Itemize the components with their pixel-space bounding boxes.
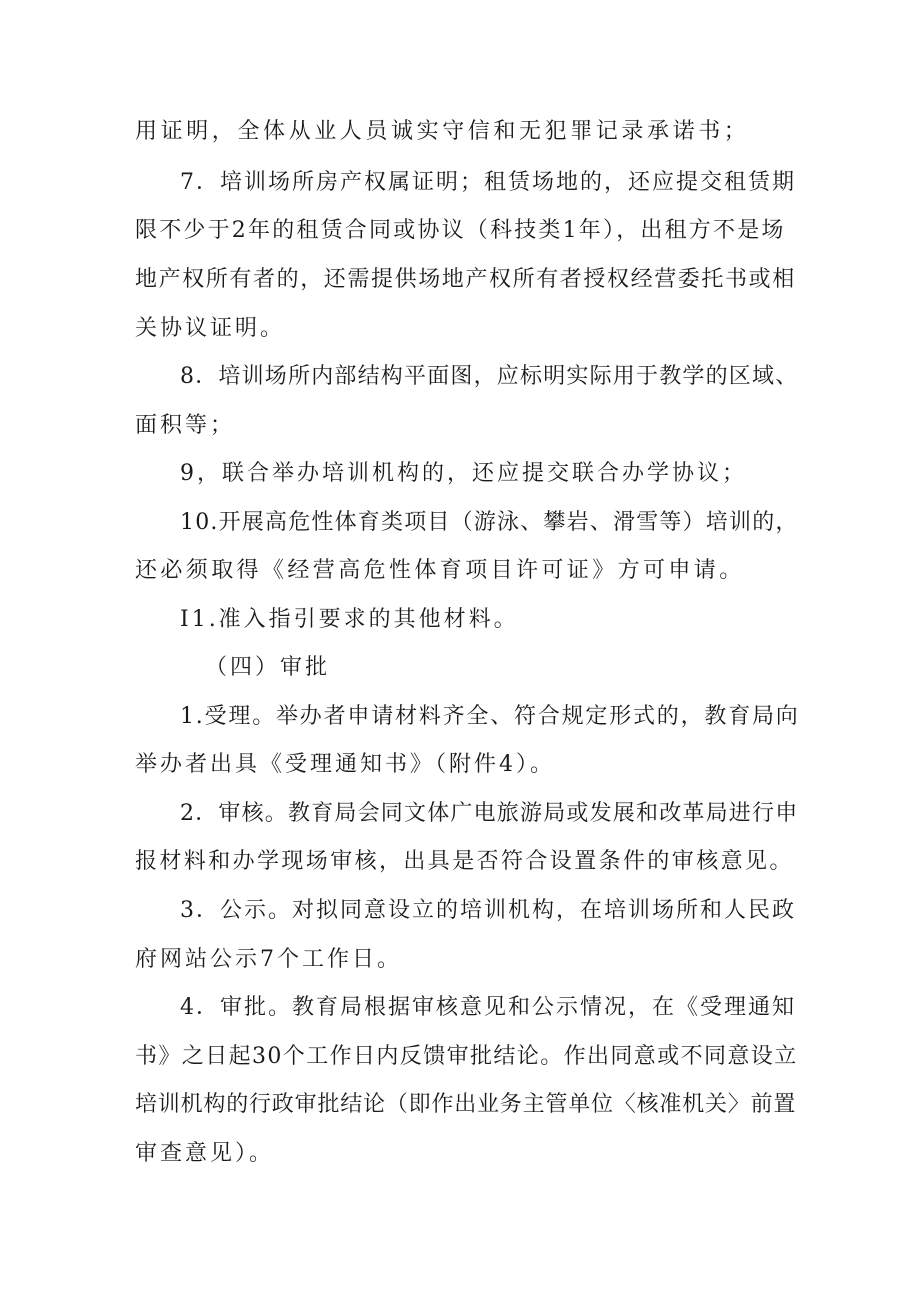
text-line: 7．培训场所房产权属证明；租赁场地的，还应提交租赁期	[180, 170, 796, 195]
text-line: 3．公示。对拟同意设立的培训机构，在培训场所和人民政	[180, 898, 796, 923]
text-line: 还必须取得《经营高危性体育项目许可证》方可申请。	[135, 558, 745, 583]
section-heading: （四）审批	[205, 655, 331, 680]
text-line: I1.准入指引要求的其他材料。	[180, 607, 519, 632]
text-line: 举办者出具《受理通知书》（附件4）。	[135, 752, 555, 777]
text-line: 地产权所有者的，还需提供场地产权所有者授权经营委托书或相	[135, 267, 796, 292]
text-line: 报材料和办学现场审核，出具是否符合设置条件的审核意见。	[135, 849, 794, 874]
text-line: 4．审批。教育局根据审核意见和公示情况，在《受理通知	[180, 995, 796, 1020]
text-line: 限不少于2年的租赁合同或协议（科技类1年），出租方不是场	[135, 218, 786, 243]
text-line: 用证明，全体从业人员诚实守信和无犯罪记录承诺书；	[135, 119, 750, 144]
text-line: 审查意见）。	[135, 1141, 275, 1166]
text-line: 面积等；	[135, 413, 236, 438]
text-line: 府网站公示7个工作日。	[135, 947, 402, 972]
text-line: 8．培训场所内部结构平面图，应标明实际用于教学的区域、	[180, 364, 799, 389]
text-line: 9，联合举办培训机构的，还应提交联合办学协议；	[180, 461, 747, 486]
text-line: 2．审核。教育局会同文体广电旅游局或发展和改革局进行申	[180, 801, 799, 826]
text-line: 关协议证明。	[135, 316, 286, 341]
text-line: 培训机构的行政审批结论（即作出业务主管单位〈核准机关〉前置	[135, 1092, 797, 1117]
text-line: 书》之日起30个工作日内反馈审批结论。作出同意或不同意设立	[135, 1044, 798, 1069]
text-line: 10.开展高危性体育类项目（游泳、攀岩、滑雪等）培训的，	[180, 510, 799, 535]
text-line: 1.受理。举办者申请材料齐全、符合规定形式的，教育局向	[180, 704, 800, 729]
